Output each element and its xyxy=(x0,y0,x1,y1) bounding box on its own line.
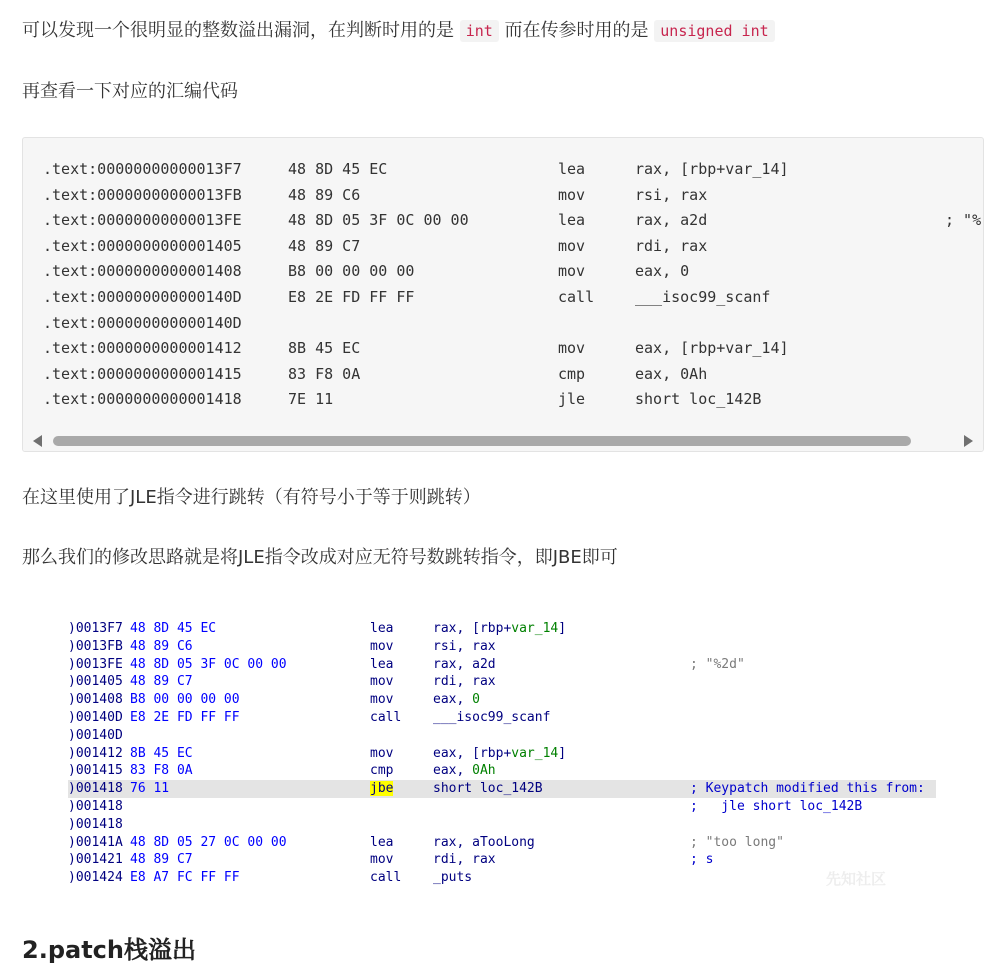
ida-comment: ; "%2d" xyxy=(690,656,745,672)
ida-operand-tail: ] xyxy=(558,621,567,636)
ida-mnemonic: mov xyxy=(370,638,394,654)
ida-operands xyxy=(433,834,535,852)
code-operands: eax, 0 xyxy=(635,262,690,281)
code-mnemonic: cmp xyxy=(558,364,586,383)
code-mnemonic: call xyxy=(558,287,595,306)
ida-address: )001418 xyxy=(68,781,123,797)
ida-bytes: 48 89 C7 xyxy=(130,674,193,690)
code-operands: eax, 0Ah xyxy=(635,364,708,383)
ida-address: )001415 xyxy=(68,763,123,779)
ida-address: )001408 xyxy=(68,692,123,708)
ida-bytes: 48 8D 05 27 0C 00 00 xyxy=(130,834,287,850)
cursor-highlight: jbe xyxy=(370,781,394,797)
ida-bytes: 48 89 C6 xyxy=(130,638,193,654)
para1-text-middle: 而在传参时用的是 xyxy=(498,20,655,41)
ida-mnemonic: lea xyxy=(370,656,394,672)
code-bytes: 48 8D 05 3F 0C 00 00 xyxy=(288,211,469,230)
ida-mnemonic: lea xyxy=(370,834,394,850)
ida-bytes: 83 F8 0A xyxy=(130,763,193,779)
ida-address: )0013FE xyxy=(68,656,123,672)
ida-immediate: 0Ah xyxy=(472,763,496,779)
ida-comment: ; Keypatch modified this from: xyxy=(690,781,925,797)
scroll-right-arrow-icon[interactable] xyxy=(964,435,973,447)
code-line xyxy=(43,390,983,416)
ida-operand-text: eax, xyxy=(433,692,473,708)
code-address: .text:0000000000001405 xyxy=(43,236,242,255)
ida-operands xyxy=(433,620,566,638)
code-comment: ; "% xyxy=(945,211,982,230)
ida-var-name: var_14 xyxy=(511,621,559,636)
code-line xyxy=(43,186,983,212)
ida-line xyxy=(68,851,936,869)
code-bytes: 83 F8 0A xyxy=(288,364,361,383)
ida-address: )001412 xyxy=(68,745,123,761)
code-operands: rsi, rax xyxy=(635,185,708,204)
code-bytes: 48 89 C7 xyxy=(288,236,361,255)
ida-comment: ; jle short loc_142B xyxy=(690,798,863,814)
ida-mnemonic: call xyxy=(370,709,402,725)
ida-address: )00140D xyxy=(68,709,123,725)
ida-operand-text: rax, a2d xyxy=(433,656,496,672)
ida-line xyxy=(68,673,936,691)
ida-line xyxy=(68,834,936,852)
code-operands: rax, [rbp+var_14] xyxy=(635,160,789,178)
ida-operands xyxy=(433,709,550,727)
watermark-text: 先知社区 xyxy=(826,870,887,888)
ida-line xyxy=(68,709,936,727)
code-operands: rdi, rax xyxy=(635,236,708,255)
code-operands: ___isoc99_scanf xyxy=(635,287,771,306)
ida-address: )00140D xyxy=(68,727,123,743)
ida-mnemonic: lea xyxy=(370,621,394,636)
ida-immediate: 0 xyxy=(472,692,480,708)
ida-address: )001418 xyxy=(68,816,123,832)
code-bytes: 7E 11 xyxy=(288,390,334,409)
ida-operand-text: rax, aTooLong xyxy=(433,834,535,850)
ida-bytes: E8 2E FD FF FF xyxy=(130,709,240,725)
ida-mnemonic: mov xyxy=(370,852,394,868)
ida-address: )0013FB xyxy=(68,638,123,654)
ida-operand-text: ___isoc99_scanf xyxy=(433,709,551,725)
code-bytes: E8 2E FD FF FF xyxy=(288,287,415,306)
code-mnemonic: mov xyxy=(558,236,586,255)
ida-bytes: B8 00 00 00 00 xyxy=(130,692,240,708)
ida-operand-text: eax, [rbp+ xyxy=(433,745,512,761)
ida-operand-text: _puts xyxy=(433,870,473,886)
ida-line xyxy=(68,869,936,887)
code-mnemonic: mov xyxy=(558,262,586,281)
ida-address: )001418 xyxy=(68,798,123,814)
section-heading: 2.patch栈溢出 xyxy=(22,936,196,964)
ida-operand-text: rdi, rax xyxy=(433,852,496,868)
scroll-left-arrow-icon[interactable] xyxy=(33,435,42,447)
code-address: .text:0000000000001412 xyxy=(43,339,242,358)
ida-line xyxy=(68,620,936,638)
ida-mnemonic: mov xyxy=(370,745,394,761)
ida-line xyxy=(68,727,936,745)
code-line xyxy=(43,339,983,365)
ida-address: )00141A xyxy=(68,834,123,850)
ida-disassembly-screenshot xyxy=(68,620,936,890)
ida-operand-text: rsi, rax xyxy=(433,638,496,654)
ida-address: )001405 xyxy=(68,674,123,690)
paragraph-jle-explanation: 在这里使用了JLE指令进行跳转（有符号小于等于则跳转） xyxy=(22,487,481,508)
code-address: .text:00000000000013FE xyxy=(43,211,242,230)
code-bytes: 8B 45 EC xyxy=(288,339,361,358)
code-line xyxy=(43,288,983,314)
ida-mnemonic: call xyxy=(370,870,402,886)
ida-line xyxy=(68,656,936,674)
code-bytes: 48 89 C6 xyxy=(288,185,361,204)
ida-bytes: 48 89 C7 xyxy=(130,852,193,868)
code-mnemonic: lea xyxy=(558,211,586,230)
ida-operand-text: rdi, rax xyxy=(433,674,496,690)
code-mnemonic: mov xyxy=(558,339,586,358)
code-line xyxy=(43,314,983,340)
ida-bytes: 76 11 xyxy=(130,781,170,797)
paragraph-integer-overflow xyxy=(22,17,775,45)
ida-bytes: E8 A7 FC FF FF xyxy=(130,870,240,886)
ida-operands xyxy=(433,762,496,780)
assembly-code-block[interactable] xyxy=(22,137,984,452)
code-line xyxy=(43,160,983,186)
ida-bytes: 48 8D 45 EC xyxy=(130,621,217,636)
ida-operands xyxy=(433,673,496,691)
code-lines xyxy=(43,160,983,416)
code-bytes: B8 00 00 00 00 xyxy=(288,262,415,281)
ida-line xyxy=(68,762,936,780)
ida-mnemonic: cmp xyxy=(370,763,394,779)
ida-comment: ; s xyxy=(690,852,714,868)
ida-operand-text: eax, xyxy=(433,763,473,779)
ida-comment: ; "too long" xyxy=(690,834,784,850)
ida-operands xyxy=(433,656,496,674)
ida-mnemonic-cursor xyxy=(370,780,393,798)
ida-bytes: 48 8D 05 3F 0C 00 00 xyxy=(130,656,287,672)
code-address: .text:000000000000140D xyxy=(43,313,242,332)
ida-operands xyxy=(433,851,496,869)
ida-operands xyxy=(433,745,566,763)
ida-line xyxy=(68,638,936,656)
inline-code-int: int xyxy=(460,20,499,42)
ida-operands xyxy=(433,869,472,887)
ida-address: )0013F7 xyxy=(68,621,123,636)
para1-text-before: 可以发现一个很明显的整数溢出漏洞，在判断时用的是 xyxy=(22,20,460,41)
code-mnemonic: mov xyxy=(558,185,586,204)
inline-code-unsigned-int: unsigned int xyxy=(654,20,774,42)
code-address: .text:00000000000013F7 xyxy=(43,160,242,178)
ida-line xyxy=(68,798,936,816)
code-mnemonic: jle xyxy=(558,390,586,409)
code-operands: eax, [rbp+var_14] xyxy=(635,339,789,358)
paragraph-jbe-fix: 那么我们的修改思路就是将JLE指令改成对应无符号数跳转指令，即JBE即可 xyxy=(22,547,618,568)
ida-operand-text: short loc_142B xyxy=(433,781,543,797)
scrollbar-thumb[interactable] xyxy=(53,436,911,446)
paragraph-view-assembly: 再查看一下对应的汇编代码 xyxy=(22,81,238,102)
code-address: .text:0000000000001418 xyxy=(43,390,242,409)
code-line xyxy=(43,237,983,263)
ida-operand-tail: ] xyxy=(558,745,567,761)
code-address: .text:000000000000140D xyxy=(43,287,242,306)
code-operands: short loc_142B xyxy=(635,390,762,409)
code-line xyxy=(43,211,983,237)
code-bytes: 48 8D 45 EC xyxy=(288,160,388,178)
code-address: .text:00000000000013FB xyxy=(43,185,242,204)
ida-line xyxy=(68,691,936,709)
code-operands: rax, a2d xyxy=(635,211,708,230)
code-address: .text:0000000000001415 xyxy=(43,364,242,383)
ida-mnemonic: mov xyxy=(370,692,394,708)
horizontal-scrollbar[interactable] xyxy=(23,431,983,451)
ida-mnemonic: mov xyxy=(370,674,394,690)
ida-address: )001424 xyxy=(68,870,123,886)
ida-line xyxy=(68,745,936,763)
code-line xyxy=(43,262,983,288)
ida-line xyxy=(68,780,936,798)
ida-line xyxy=(68,816,936,834)
ida-var-name: var_14 xyxy=(511,745,559,761)
code-line xyxy=(43,365,983,391)
ida-operand-text: rax, [rbp+ xyxy=(433,621,512,636)
ida-operands xyxy=(433,691,480,709)
code-mnemonic: lea xyxy=(558,160,586,178)
ida-address: )001421 xyxy=(68,852,123,868)
ida-operands xyxy=(433,638,496,656)
ida-operands xyxy=(433,780,543,798)
code-address: .text:0000000000001408 xyxy=(43,262,242,281)
ida-bytes: 8B 45 EC xyxy=(130,745,193,761)
